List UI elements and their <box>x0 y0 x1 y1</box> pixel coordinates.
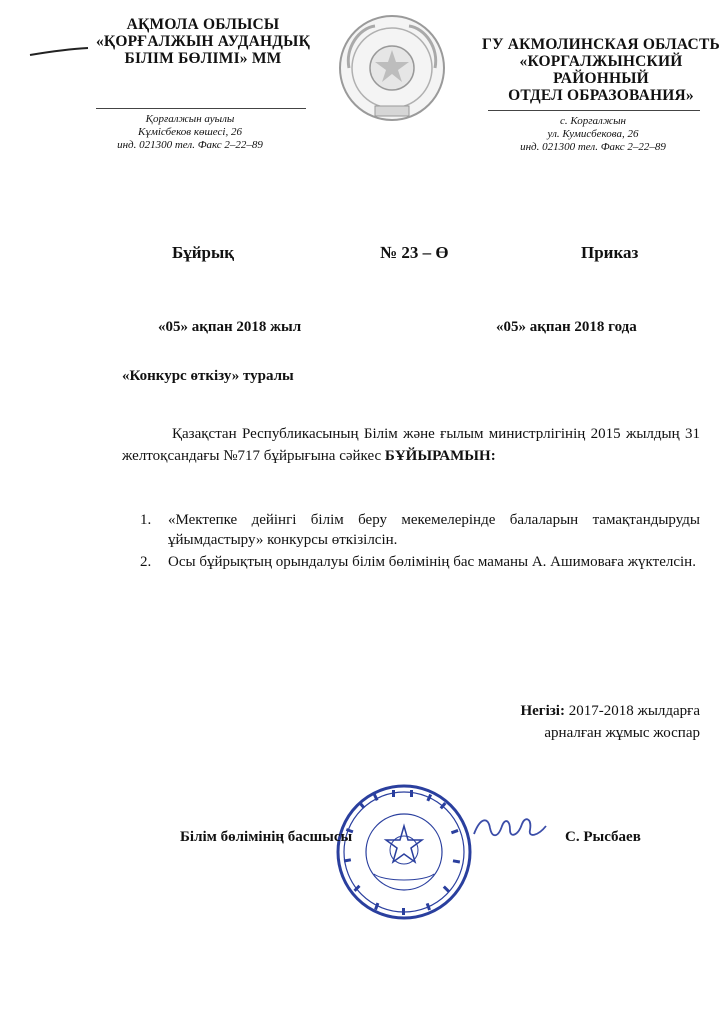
left-address-line-1: Қорғалжын ауылы <box>145 113 235 125</box>
header-right-line-1: ГУ АКМОЛИНСКАЯ ОБЛАСТЬ <box>482 36 720 53</box>
right-address-line-1: с. Коргалжын <box>560 115 626 127</box>
list-item-number: 1. <box>140 512 152 528</box>
title-russian: Приказ <box>581 243 639 262</box>
header-left-line-3: БІЛІМ БӨЛІМІ» ММ <box>124 50 282 67</box>
order-subject: «Конкурс өткізу» туралы <box>122 368 294 384</box>
header-right-line-2: «КОРГАЛЖЫНСКИЙ <box>519 53 683 70</box>
official-seal-icon <box>334 782 474 922</box>
basis-note <box>460 700 700 744</box>
preamble-text: Қазақстан Республикасының Білім және ғылым министрлігінің 2015 жылдың 31 желтоқсандағы №717 бұйрығына сәйкес <box>122 426 700 464</box>
right-address-line-3: инд. 021300 тел. Факс 2–22–89 <box>520 141 666 153</box>
title-kazakh: Бұйрық <box>172 243 235 262</box>
header-right-line-4: ОТДЕЛ ОБРАЗОВАНИЯ» <box>508 87 694 104</box>
basis-line-2: арналған жұмыс жоспар <box>544 725 700 741</box>
header-right-line-3: РАЙОННЫЙ <box>553 70 649 87</box>
preamble-emphasis: БҰЙЫРАМЫН: <box>384 448 496 464</box>
signatory-role: Білім бөлімінің басшысы <box>180 829 353 845</box>
header-left-line-1: АҚМОЛА ОБЛЫСЫ <box>126 16 280 33</box>
order-items <box>140 510 700 574</box>
list-item-number: 2. <box>140 554 152 570</box>
list-item-text: Осы бұйрықтың орындалуы білім бөлімінің бас маманы А. Ашимоваға жүктелсін. <box>168 554 696 570</box>
list-item <box>140 510 700 550</box>
header-left-org <box>78 16 328 67</box>
list-item <box>140 552 700 572</box>
list-item-text: «Мектепке дейінгі білім беру мекемелерінде балаларын тамақтандыруды ұйымдастыру» конкурсы өткізілсін. <box>168 512 700 548</box>
order-preamble <box>122 423 700 467</box>
basis-line-1: 2017-2018 жылдарға <box>568 703 700 719</box>
header-right-rule <box>488 110 700 111</box>
date-russian: «05» ақпан 2018 года <box>496 319 637 335</box>
left-address-line-2: Кұмісбеков көшесі, 26 <box>138 126 242 138</box>
handwritten-signature <box>470 808 550 848</box>
basis-label: Негізі: <box>520 703 565 719</box>
date-kazakh: «05» ақпан 2018 жыл <box>158 319 302 335</box>
state-emblem-icon <box>335 8 450 128</box>
header-left-line-2: «ҚОРҒАЛЖЫН АУДАНДЫҚ <box>95 33 311 50</box>
order-number: № 23 – Ө <box>380 243 449 262</box>
header-left-rule <box>96 108 306 109</box>
left-address-line-3: инд. 021300 тел. Факс 2–22–89 <box>117 139 263 151</box>
header-right-address <box>488 115 698 154</box>
header-left-address <box>95 113 285 152</box>
header-right-org <box>470 36 724 104</box>
signatory-name: С. Рысбаев <box>565 829 641 845</box>
right-address-line-2: ул. Кумисбекова, 26 <box>547 128 639 140</box>
